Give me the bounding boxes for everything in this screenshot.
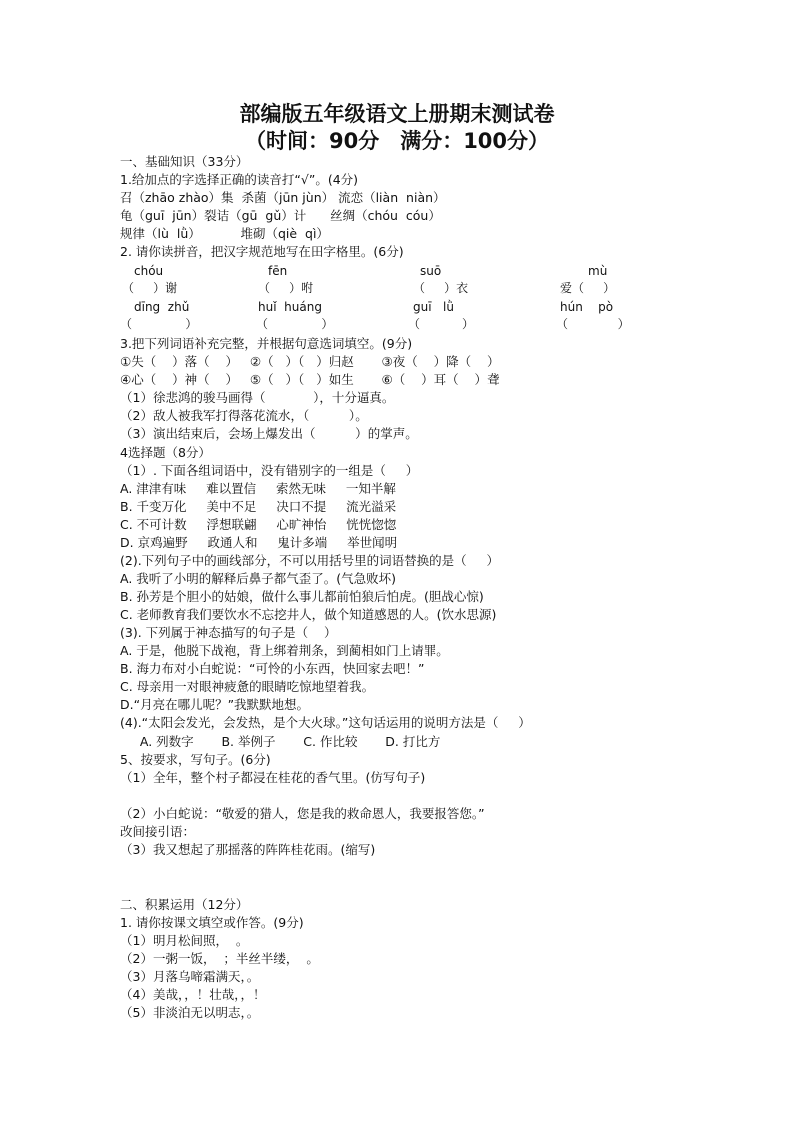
- question-text: (4).“太阳会发光，会发热，是个大火球。”这句话运用的说明方法是（ ）: [120, 715, 531, 730]
- pinyin-label: suō: [420, 264, 442, 278]
- answer-blank: 爱（ ）: [560, 281, 616, 295]
- question-text: D. 京鸡遍野 政通人和 鬼计多端 举世闻明: [120, 535, 398, 550]
- answer-blank: （ ）: [556, 317, 630, 331]
- question-text: （3）月落乌啼霜满天，。: [120, 969, 260, 984]
- question-text: D.“月亮在哪儿呢？”我默默地想。: [120, 697, 310, 712]
- question-text: 3.把下列词语补充完整，并根据句意选词填空。(9分): [120, 336, 413, 351]
- question-text: A. 我听了小明的解释后鼻子都气歪了。(气急败坏): [120, 571, 397, 586]
- question-text: A. 于是，他脱下战袍，背上绑着荆条，到蔺相如门上请罪。: [120, 643, 449, 658]
- question-text: （1）. 下面各组词语中，没有错别字的一组是（ ）: [120, 463, 419, 478]
- pinyin-label: guī lǜ: [413, 300, 454, 314]
- section-heading: 二、积累运用（12分）: [120, 897, 249, 912]
- question-text: ④心（ ）神（ ） ⑤（ ）（ ）如生 ⑥（ ）耳（ ）聋: [120, 372, 500, 387]
- question-text: B. 孙芳是个胆小的姑娘，做什么事儿都前怕狼后怕虎。(胆战心惊): [120, 589, 484, 604]
- pinyin-label: hún pò: [560, 300, 614, 314]
- question-text: 2. 请你读拼音，把汉字规范地写在田字格里。(6分): [120, 244, 404, 259]
- question-text: (2).下列句子中的画线部分，不可以用括号里的词语替换的是（ ）: [120, 553, 500, 568]
- answer-blank: （ ）: [256, 317, 334, 331]
- question-text: （1）明月松间照， 。: [120, 933, 249, 948]
- pinyin-label: mù: [588, 264, 608, 278]
- question-text: B. 千变万化 美中不足 决口不提 流光溢采: [120, 499, 397, 514]
- question-text: 1. 请你按课文填空或作答。(9分): [120, 915, 304, 930]
- question-text: C. 母亲用一对眼神疲惫的眼睛吃惊地望着我。: [120, 679, 375, 694]
- section-heading: 一、基础知识（33分）: [120, 154, 249, 169]
- question-text: C. 老师教育我们要饮水不忘挖井人，做个知道感恩的人。(饮水思源): [120, 607, 497, 622]
- question-text: （2）一粥一饭， ；半丝半缕， 。: [120, 951, 319, 966]
- answer-blank: （ ）: [408, 317, 474, 331]
- question-text: （5）非淡泊无以明志，。: [120, 1005, 260, 1020]
- question-text: B. 海力布对小白蛇说：“可怜的小东西，快回家去吧！”: [120, 661, 425, 676]
- pinyin-label: huǐ huáng: [258, 300, 322, 314]
- question-text: 1.给加点的字选择正确的读音打“√”。(4分): [120, 172, 359, 187]
- answer-blank: （ ）: [120, 317, 198, 331]
- exam-subtitle: （时间：90分 满分：100分）: [244, 129, 550, 153]
- question-text: （3）我又想起了那摇落的阵阵桂花雨。(缩写): [120, 842, 376, 857]
- question-text: （3）演出结束后，会场上爆发出（ ）的掌声。: [120, 426, 418, 441]
- question-text: A. 列数字 B. 举例子 C. 作比较 D. 打比方: [120, 734, 441, 749]
- question-text: （1）徐悲鸿的骏马画得（ ），十分逼真。: [120, 390, 395, 405]
- question-text: （1）全年，整个村子都浸在桂花的香气里。(仿写句子): [120, 770, 426, 785]
- question-text: 4选择题（8分）: [120, 445, 211, 460]
- answer-blank: （ ）衣: [413, 281, 469, 295]
- question-text: （2）敌人被我军打得落花流水，（ ）。: [120, 408, 368, 423]
- question-text: 改间接引语：: [120, 824, 196, 839]
- pinyin-label: chóu: [134, 264, 164, 278]
- pinyin-label: dīng zhǔ: [134, 300, 190, 314]
- question-text: 5、按要求，写句子。(6分): [120, 752, 271, 767]
- pinyin-label: fēn: [268, 264, 288, 278]
- question-text: ①失（ ）落（ ） ②（ ）（ ）归赵 ③夜（ ）降（ ）: [120, 354, 500, 369]
- question-text: (3). 下列属于神态描写的句子是（ ）: [120, 625, 337, 640]
- answer-blank: （ ）咐: [258, 281, 314, 295]
- exam-title: 部编版五年级语文上册期末测试卷: [239, 102, 555, 126]
- question-text: （2）小白蛇说：“敬爱的猎人，您是我的救命恩人，我要报答您。”: [120, 806, 485, 821]
- answer-blank: （ ）谢: [122, 281, 178, 295]
- question-text: 规律（lù lǜ） 堆砌（qiè qì）: [120, 226, 329, 241]
- question-text: 召（zhāo zhào）集 杀菌（jūn jùn） 流恋（liàn niàn）: [120, 190, 446, 205]
- question-text: C. 不可计数 浮想联翩 心旷神怡 恍恍惚惚: [120, 517, 397, 532]
- question-text: （4）美哉，，！壮哉，，！: [120, 987, 266, 1002]
- question-text: 龟（guī jūn）裂诘（gū gǔ）计 丝绸（chóu cóu）: [120, 208, 441, 223]
- question-text: A. 津津有味 难以置信 索然无味 一知半解: [120, 481, 396, 496]
